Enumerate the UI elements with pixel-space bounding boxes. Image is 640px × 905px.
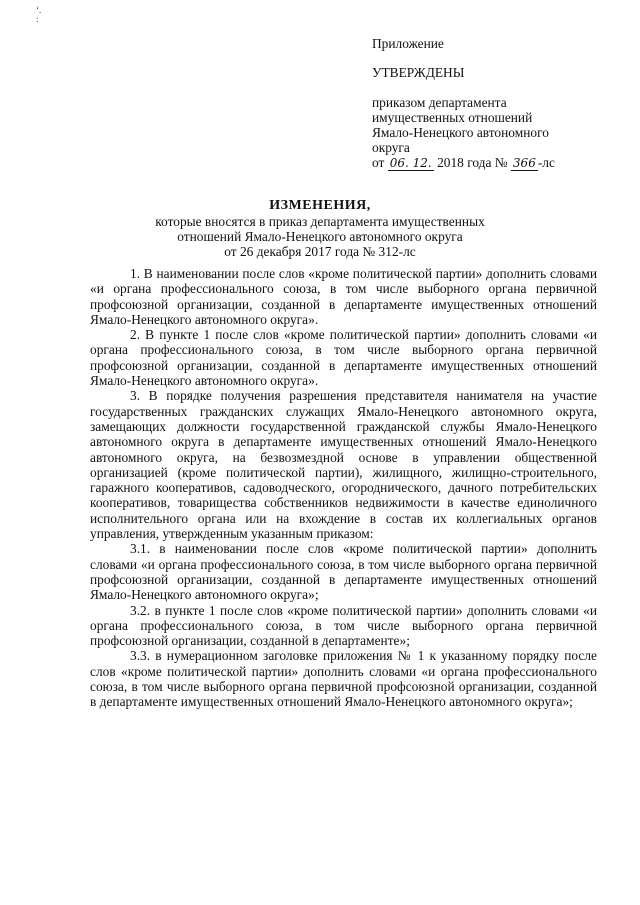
order-line-2: имущественных отношений [372, 110, 533, 125]
order-date-line [372, 155, 612, 171]
document-heading [80, 198, 560, 259]
paragraph-2: 2. В пункте 1 после слов «кроме политической партии» дополнить словами «и органа профессионального союза, в том числе выборного органа первичной профсоюзной организации, созданной в департаменте имущественных отношений Ямало-Ненецкого автономного округа». [90, 327, 597, 389]
appendix-label: Приложение [372, 36, 444, 51]
paragraph-3-1: 3.1. в наименовании после слов «кроме политической партии» дополнить словами «и органа профессионального союза, в том числе выборного органа первичной профсоюзной организации, созданной в департаменте имущественных отношений Ямало-Ненецкого автономного округа»; [90, 541, 597, 603]
approved-label: УТВЕРЖДЕНЫ [372, 65, 465, 80]
order-suffix: -лс [537, 155, 555, 170]
approval-block [372, 36, 612, 171]
document-body [90, 266, 597, 710]
subtitle-line-1: которые вносятся в приказ департамента имущественных [155, 214, 485, 229]
order-line-4: округа [372, 140, 410, 155]
speck-2: : [36, 14, 39, 24]
date-year: 2018 года № [437, 155, 508, 170]
subtitle-line-2: отношений Ямало-Ненецкого автономного округа [177, 229, 463, 244]
paragraph-1: 1. В наименовании после слов «кроме политической партии» дополнить словами «и органа профессионального союза, в том числе выборного органа первичной профсоюзной организации, созданной в департаменте имущественных отношений Ямало-Ненецкого автономного округа». [90, 266, 597, 327]
date-prefix: от [372, 155, 385, 170]
subtitle-line-3: от 26 декабря 2017 года № 312-лс [224, 244, 416, 259]
order-line-1: приказом департамента [372, 95, 507, 110]
speck-1: ‘. [36, 5, 42, 15]
paragraph-3-2: 3.2. в пункте 1 после слов «кроме политической партии» дополнить словами «и органа профессионального союза, в том числе выборного органа первичной профсоюзной организации, созданной в департаменте»; [90, 602, 597, 649]
paragraph-3: 3. В порядке получения разрешения представителя нанимателя на участие государственных гражданских служащих Ямало-Ненецкого автономного округа, замещающих должности государственной гражданской службы Ямало-Ненецкого автономного округа в департаменте имущественных отношений Ямало-Ненецкого автономного округа, на безвозмездной основе в управлении общественной организацией (кроме политической партии), жилищного, жилищно-строительного, гаражного кооперативов, садоводческого, огороднического, дачного потребительских кооперативов, товарищества собственников недвижимости в качестве единоличного исполнительного органа или на вхождение в состав их коллегиальных органов управления, утвержденным указанным приказом: [90, 388, 597, 542]
paragraph-3-3: 3.3. в нумерационном заголовке приложения № 1 к указанному порядку после слов «кроме политической партии» дополнить словами «и органа профессионального союза, в том числе выборного органа первичной профсоюзной организации, созданной в департаменте имущественных отношений Ямало-Ненецкого автономного округа»; [90, 648, 597, 710]
margin-specks [36, 6, 41, 24]
document-title: ИЗМЕНЕНИЯ, [269, 198, 371, 213]
order-line-3: Ямало-Ненецкого автономного [372, 125, 549, 140]
handwritten-order-number: 366 [512, 156, 536, 170]
handwritten-date: 06. 12. [389, 156, 432, 170]
